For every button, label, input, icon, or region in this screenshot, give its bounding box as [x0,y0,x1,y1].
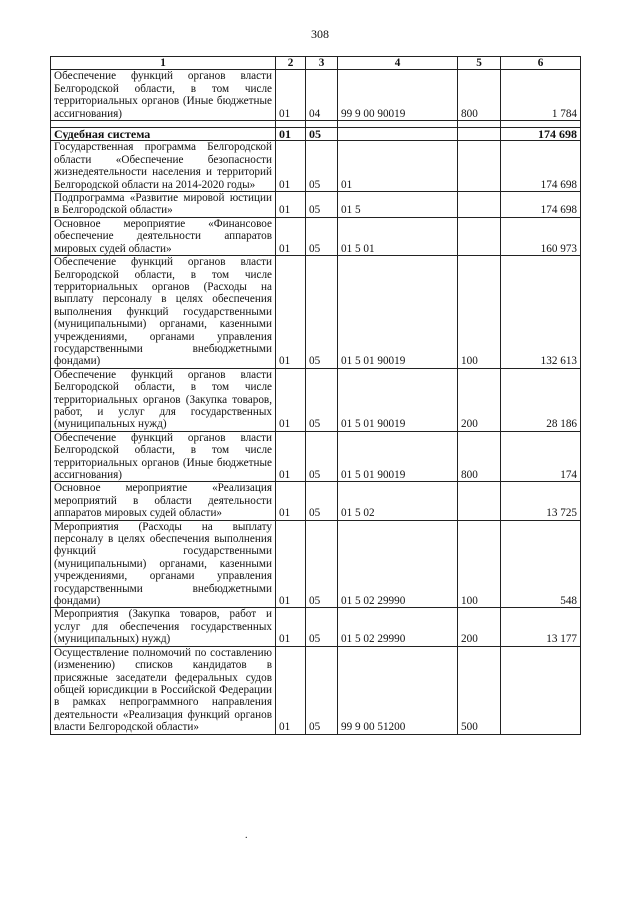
row-amount: 28 186 [501,368,581,431]
row-amount: 13 177 [501,608,581,646]
row-section: 01 [276,646,306,734]
row-expense-type: 800 [458,70,501,121]
row-target-code: 99 9 00 51200 [338,646,458,734]
table-row-section-total [51,128,581,141]
table-row [51,520,581,608]
row-section: 01 [276,431,306,482]
row-expense-type: 800 [458,431,501,482]
row-amount [501,646,581,734]
row-subsection: 05 [306,520,338,608]
row-section: 01 [276,192,306,218]
row-subsection: 05 [306,646,338,734]
row-name: Мероприятия (Закупка товаров, работ и услуг для обеспечения государственных (муниципальных) нужд) [51,608,276,646]
row-target-code: 01 5 02 29990 [338,608,458,646]
row-amount: 174 [501,431,581,482]
row-section: 01 [276,128,306,141]
table-row [51,70,581,121]
row-name: Обеспечение функций органов власти Белгородской области, в том числе территориальных органов (Расходы на выплату персоналу в целях обеспечения выполнения функций государственными (муниципальными) органами, казенными учреждениями, органами управления государственными внебюджетными фондами) [51,256,276,369]
row-target-code: 01 5 [338,192,458,218]
table-row [51,368,581,431]
table-row [51,256,581,369]
row-subsection: 05 [306,141,338,192]
row-target-code: 01 5 01 90019 [338,431,458,482]
row-target-code: 01 5 01 90019 [338,256,458,369]
row-section: 01 [276,217,306,255]
row-expense-type [458,217,501,255]
table-row [51,608,581,646]
row-subsection: 05 [306,217,338,255]
table-row [51,141,581,192]
row-expense-type: 100 [458,256,501,369]
row-section: 01 [276,608,306,646]
row-amount: 174 698 [501,192,581,218]
row-section: 01 [276,70,306,121]
header-col-5: 5 [458,57,501,70]
row-target-code: 01 [338,141,458,192]
row-name: Подпрограмма «Развитие мировой юстиции в Белгородской области» [51,192,276,218]
row-target-code [338,128,458,141]
budget-table [50,56,581,735]
row-subsection: 05 [306,192,338,218]
row-subsection: 05 [306,431,338,482]
row-expense-type: 200 [458,608,501,646]
table-row [51,192,581,218]
row-subsection: 05 [306,482,338,520]
table-row [51,217,581,255]
row-subsection: 05 [306,128,338,141]
row-expense-type [458,192,501,218]
row-target-code: 01 5 01 [338,217,458,255]
row-target-code: 99 9 00 90019 [338,70,458,121]
stray-dot-mark: . [245,830,248,841]
page-number: 308 [311,27,329,41]
row-expense-type: 100 [458,520,501,608]
row-expense-type: 500 [458,646,501,734]
row-subsection: 05 [306,256,338,369]
table-row [51,482,581,520]
row-section: 01 [276,482,306,520]
row-subsection: 05 [306,368,338,431]
row-amount: 160 973 [501,217,581,255]
header-col-2: 2 [276,57,306,70]
row-subsection: 04 [306,70,338,121]
row-name: Обеспечение функций органов власти Белгородской области, в том числе территориальных органов (Иные бюджетные ассигнования) [51,431,276,482]
row-amount: 1 784 [501,70,581,121]
row-name: Осуществление полномочий по составлению (изменению) списков кандидатов в присяжные заседатели федеральных судов общей юрисдикции в Российской Федерации в рамках непрограммного направления деятельности «Реализация функций органов власти Белгородской области» [51,646,276,734]
row-section: 01 [276,368,306,431]
row-amount: 132 613 [501,256,581,369]
header-col-6: 6 [501,57,581,70]
header-col-4: 4 [338,57,458,70]
row-expense-type [458,482,501,520]
row-target-code: 01 5 01 90019 [338,368,458,431]
row-expense-type: 200 [458,368,501,431]
row-expense-type [458,141,501,192]
row-name: Государственная программа Белгородской области «Обеспечение безопасности жизнедеятельности населения и территорий Белгородской области на 2014-2020 годы» [51,141,276,192]
table-row [51,646,581,734]
row-name: Обеспечение функций органов власти Белгородской области, в том числе территориальных органов (Закупка товаров, работ, и услуг для государственных (муниципальных нужд) [51,368,276,431]
row-section: 01 [276,520,306,608]
row-section: 01 [276,256,306,369]
row-name: Обеспечение функций органов власти Белгородской области, в том числе территориальных органов (Иные бюджетные ассигнования) [51,70,276,121]
row-target-code: 01 5 02 29990 [338,520,458,608]
table-row [51,431,581,482]
table-header-row [51,57,581,70]
row-section: 01 [276,141,306,192]
row-name: Мероприятия (Расходы на выплату персоналу в целях обеспечения выполнения функций государственными (муниципальными) органами, казенными учреждениями, органами управления государственными внебюджетными фондами) [51,520,276,608]
row-amount: 548 [501,520,581,608]
row-expense-type [458,128,501,141]
row-amount: 174 698 [501,128,581,141]
row-subsection: 05 [306,608,338,646]
row-amount: 13 725 [501,482,581,520]
row-name: Основное мероприятие «Финансовое обеспечение деятельности аппаратов мировых судей области» [51,217,276,255]
row-amount: 174 698 [501,141,581,192]
row-target-code: 01 5 02 [338,482,458,520]
row-name: Судебная система [51,128,276,141]
header-col-3: 3 [306,57,338,70]
header-col-1: 1 [51,57,276,70]
row-name: Основное мероприятие «Реализация мероприятий в области деятельности аппаратов мировых судей области» [51,482,276,520]
